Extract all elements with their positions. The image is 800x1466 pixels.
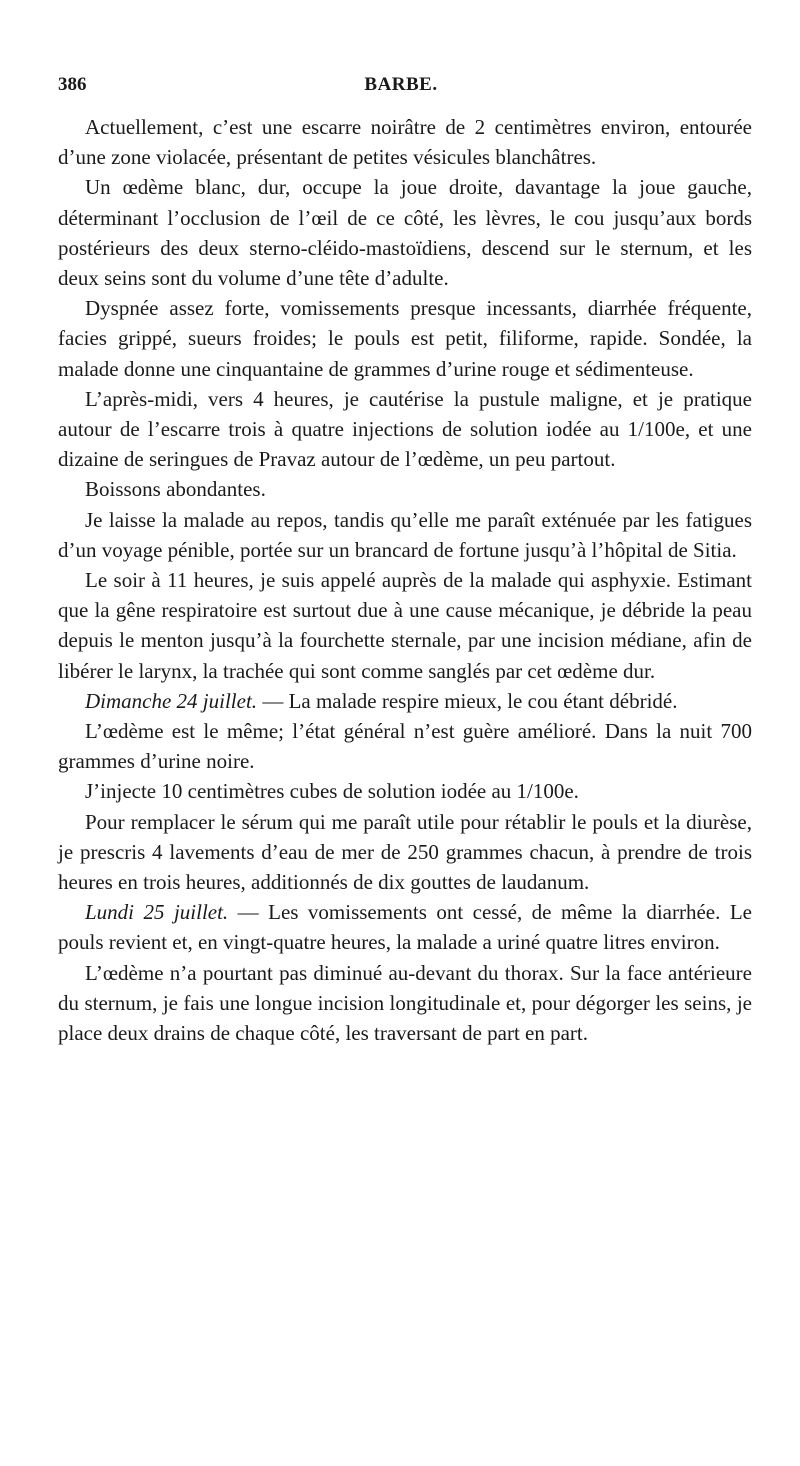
entry-date: Lundi 25 juillet. [85,900,229,925]
paragraph: Pour remplacer le sérum qui me paraît utile pour rétablir le pouls et la diurèse, je prescris 4 lavements d’eau de mer de 250 grammes chacun, à prendre de trois heures en trois heures, additionnés de dix gouttes de laudanum. [58,809,752,895]
paragraph: L’œdème n’a pourtant pas diminué au-devant du thorax. Sur la face antérieure du sternum, je fais une longue incision longitudinale et, pour dégorger les seins, je place deux drains de chaque côté, les traversant de part en part. [58,960,752,1046]
paragraph: Actuellement, c’est une escarre noirâtre de 2 centimètres environ, entourée d’une zone violacée, présentant de petites vésicules blanchâtres. [58,115,752,170]
paragraph: Boissons abondantes. [85,477,266,502]
paragraph: Dyspnée assez forte, vomissements presque incessants, diarrhée fréquente, facies grippé, sueurs froides; le pouls est petit, filiforme, rapide. Sondée, la malade donne une cinquantaine de grammes d’urine rouge et sédimenteuse. [58,296,752,381]
paragraph: Lundi 25 juillet. — Les vomissements ont cessé, de même la diarrhée. Le pouls revient et, en vingt-quatre heures, la malade a uriné quatre litres environ. [58,900,752,955]
entry-date: Dimanche 24 juillet. [85,688,258,713]
paragraph: Le soir à 11 heures, je suis appelé auprès de la malade qui asphyxie. Estimant que la gêne respiratoire est surtout due à une cause mécanique, je débride la peau depuis le menton jusqu’à la fourchette sternale, par une incision médiane, afin de libérer le larynx, la trachée qui sont comme sanglés par cet œdème dur. [58,568,752,683]
page-number: 386 [58,74,87,95]
paragraph: Dimanche 24 juillet. — La malade respire mieux, le cou étant débridé. [85,688,678,713]
page-header [58,74,744,104]
paragraph: Un œdème blanc, dur, occupe la joue droite, davantage la joue gauche, déterminant l’occlusion de l’œil de ce côté, les lèvres, le cou jusqu’aux bords postérieurs des deux sterno-cléido-mastoïdiens, descend sur le sternum, et les deux seins sont du volume d’une tête d’adulte. [58,175,752,291]
paragraph: J’injecte 10 centimètres cubes de solution iodée au 1/100e. [85,779,579,804]
running-head: BARBE. [364,74,438,95]
paragraph: L’après-midi, vers 4 heures, je cautérise la pustule maligne, et je pratique autour de l’escarre trois à quatre injections de solution iodée au 1/100e, et une dizaine de seringues de Pravaz autour de l’œdème, un peu partout. [58,386,752,472]
paragraph: L’œdème est le même; l’état général n’est guère amélioré. Dans la nuit 700 grammes d’urine noire. [58,719,752,774]
paragraph: Je laisse la malade au repos, tandis qu’elle me paraît exténuée par les fatigues d’un voyage pénible, portée sur un brancard de fortune jusqu’à l’hôpital de Sitia. [58,507,752,562]
body-text [58,112,752,1048]
